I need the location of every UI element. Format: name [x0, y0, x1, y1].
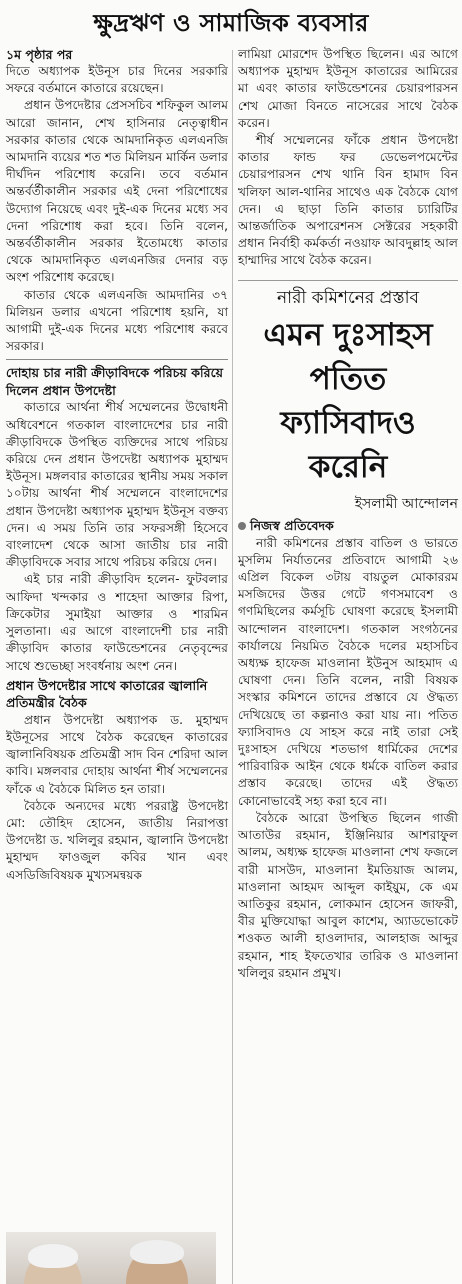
reporter-line — [238, 517, 458, 535]
continued-from-label: ১ম পৃষ্ঠার পর — [6, 47, 73, 62]
section-rule — [6, 359, 228, 360]
column-divider — [232, 50, 233, 1284]
right-column — [238, 46, 458, 1284]
kicker-line: নারী কমিশনের প্রস্তাব — [238, 280, 458, 309]
paragraph: শীর্ষ সম্মেলনের ফাঁকে প্রধান উপদেষ্টা কাতার ফান্ড ফর ডেভেলপমেন্টের চেয়ারপারসন শেখ থানি বিন হামাদ বিন খলিফা আল-থানির সাথেও এক বৈঠকে যোগ দেন। এ ছাড়া তিনি কাতার চ্যারিটির আন্তর্জাতিক অপারেশনস সেক্টরের সহকারী প্রধান নির্বাহী কর্মকর্তা নওয়াফ আবদুল্লাহ আল হাম্মাদির সাথে বৈঠক করেন। — [238, 133, 458, 268]
portrait-photo — [6, 1232, 216, 1284]
paragraph: এই চার নারী ক্রীড়াবিদ হলেন- ফুটবলার আফিদা খন্দকার ও শাহেদা আক্তার রিপা, ক্রিকেটার সুমাইয়া আক্তার ও শারমিন সুলতানা। এর আগে বাংলাদেশী চার নারী ক্রীড়াবিদ কাতার ফাউন্ডেশনের নেতৃবৃন্দের সাথে শুভেচ্ছা সংবর্ধনায় অংশ নেন। — [6, 572, 228, 673]
paragraph: বৈঠকে অন্যদের মধ্যে পররাষ্ট্র উপদেষ্টা মো: তৌহিদ হোসেন, জাতীয় নিরাপত্তা উপদেষ্টা ড. খলিলুর রহমান, জ্বালানি উপদেষ্টা মুহাম্মদ ফাওজুল কবির খান এবং এসডিজিবিষয়ক মুখ্যসমন্বয়ক — [6, 798, 228, 882]
paragraph: প্রধান উপদেষ্টা অধ্যাপক ড. মুহাম্মদ ইউনূসের সাথে বৈঠক করেছেন কাতারের জ্বালানিবিষয়ক প্রতিমন্ত্রী সাদ বিন শেরিদা আল কাবি। মঙ্গলবার দোহায় আর্থনা শীর্ষ সম্মেলনের ফাঁকে এ বৈঠকে মিলিত হন তারা। — [6, 712, 228, 796]
paragraph: প্রধান উপদেষ্টার প্রেসসচিব শফিকুল আলম আরো জানান, শেখ হাসিনার নেতৃত্বাধীন সরকার কাতার থেকে আমদানিকৃত এলএনজি আমদানি ব্যয়ের শত শত মিলিয়ন মার্কিন ডলার দীর্ঘদিন পরিশোধ করেনি। তবে বর্তমান অন্তর্বর্তীকালীন সরকার এই দেনা পরিশোধের উদ্যোগ নিয়েছে এবং দুই-এক দিনের মধ্যে সব দেনা পরিশোধ করা হবে। তিনি বলেন, অন্তর্বর্তীকালীন সরকার ইতোমধ্যে কাতার থেকে আমদানিকৃত এলএনজির দেনার বড় অংশ পরিশোধ করেছে। — [6, 98, 228, 285]
paragraph: দিতে অধ্যাপক ইউনূস চার দিনের সরকারি সফরে বর্তমানে কাতারে রয়েছেন। — [6, 64, 228, 96]
paragraph: লামিয়া মোরশেদ উপস্থিত ছিলেন। এর আগে অধ্যাপক মুহাম্মদ ইউনূস কাতারের আমিরের মা এবং কাতার ফাউন্ডেশনের চেয়ারপারসন শেখ মোজা বিনতে নাসেরের সাথে বৈঠক করেন। — [238, 47, 458, 130]
banner-headline: ক্ষুদ্রঋণ ও সামাজিক ব্যবসার — [93, 9, 369, 37]
paragraph: কাতার থেকে এলএনজি আমদানির ৩৭ মিলিয়ন ডলার এখনো পরিশোধ হয়নি, যা আগামী দুই-এক দিনের মধ্যে পরিশোধ করবে সরকার। — [6, 287, 228, 354]
byline: ইসলামী আন্দোলন — [354, 495, 458, 512]
person-hair — [28, 1244, 78, 1268]
subheading: প্রধান উপদেষ্টার সাথে কাতারের জ্বালানি প্রতিমন্ত্রীর বৈঠক — [6, 677, 208, 711]
article-headline: এমন দুঃসাহস পতিত ফ্যাসিবাদও করেনি — [263, 316, 433, 485]
paragraph: নারী কমিশনের প্রস্তাব বাতিল ও ভারতে মুসলিম নির্যাতনের প্রতিবাদে আগামী ২৬ এপ্রিল বিকেল ৩টায় বায়তুল মোকাররম মসজিদের উত্তর গেটে গণসমাবেশ ও গণমিছিলের কর্মসূচি ঘোষণা করেছে ইসলামী আন্দোলন বাংলাদেশ। গতকাল সংগঠনের কার্যালয়ে নিয়মিত বৈঠকে দলের মহাসচিব অধ্যক্ষ হাফেজ মাওলানা ইউনুস আহমাদ এ ঘোষণা দেন। তিনি বলেন, নারী বিষয়ক সংস্কার কমিশনে তাদের প্রস্তাবে যে ঔদ্ধত্য দেখিয়েছে তা কল্পনাও করা যায় না। পতিত ফ্যাসিবাদও যে সাহস করে নাই তারা সেই দুঃসাহস দেখিয়ে শতভাগ ধার্মিকের দেশের পারিবারিক আইন থেকে ধর্মকে বাতিল করার প্রস্তাব করেছে। তাদের এই ঔদ্ধত্য কোনোভাবেই সহ্য করা হবে না। — [238, 535, 458, 808]
reporter-name: নিজস্ব প্রতিবেদক — [250, 517, 334, 533]
person-hair — [130, 1240, 184, 1264]
paragraph: বৈঠকে আরো উপস্থিত ছিলেন গাজী আতাউর রহমান, ইঞ্জিনিয়ার আশরাফুল আলম, অধ্যক্ষ হাফেজ মাওলানা শেখ ফজলে বারী মাসউদ, মাওলানা ইমতিয়াজ আলম, মাওলানা আহমদ আব্দুল কাইয়ুম, কে এম আতিকুর রহমান, লোকমান হোসেন জাফরী, বীর মুক্তিযোদ্ধা আবুল কাশেম, অ্যাডভোকেট শওকত আলী হাওলাদার, আলহাজ আব্দুর রহমান, শাহ ইফতেখার তারিক ও মাওলানা খলিলুর রহমান প্রমুখ। — [238, 810, 458, 980]
left-column — [6, 46, 228, 1284]
subheading: দোহায় চার নারী ক্রীড়াবিদকে পরিচয় করিয়ে দিলেন প্রধান উপদেষ্টা — [6, 365, 224, 398]
bullet-icon — [238, 522, 246, 530]
paragraph: কাতারে আর্থনা শীর্ষ সম্মেলনের উদ্বোধনী অধিবেশনে গতকাল বাংলাদেশের চার নারী ক্রীড়াবিদকে উপস্থিত ব্যক্তিদের সাথে পরিচয় করিয়ে দেন প্রধান উপদেষ্টা অধ্যাপক মুহাম্মদ ইউনূস। মঙ্গলবার কাতারের স্থানীয় সময় সকাল ১০টায় আর্থনা শীর্ষ সম্মেলনে বাংলাদেশের প্রধান উপদেষ্টা অধ্যাপক মুহাম্মদ ইউনূস বক্তব্য দেন। এ সময় তিনি তার সফরসঙ্গী হিসেবে বাংলাদেশ থেকে আসা জাতীয় চার নারী ক্রীড়াবিদকে সবার সাথে পরিচয় করিয়ে দেন। — [6, 400, 228, 570]
